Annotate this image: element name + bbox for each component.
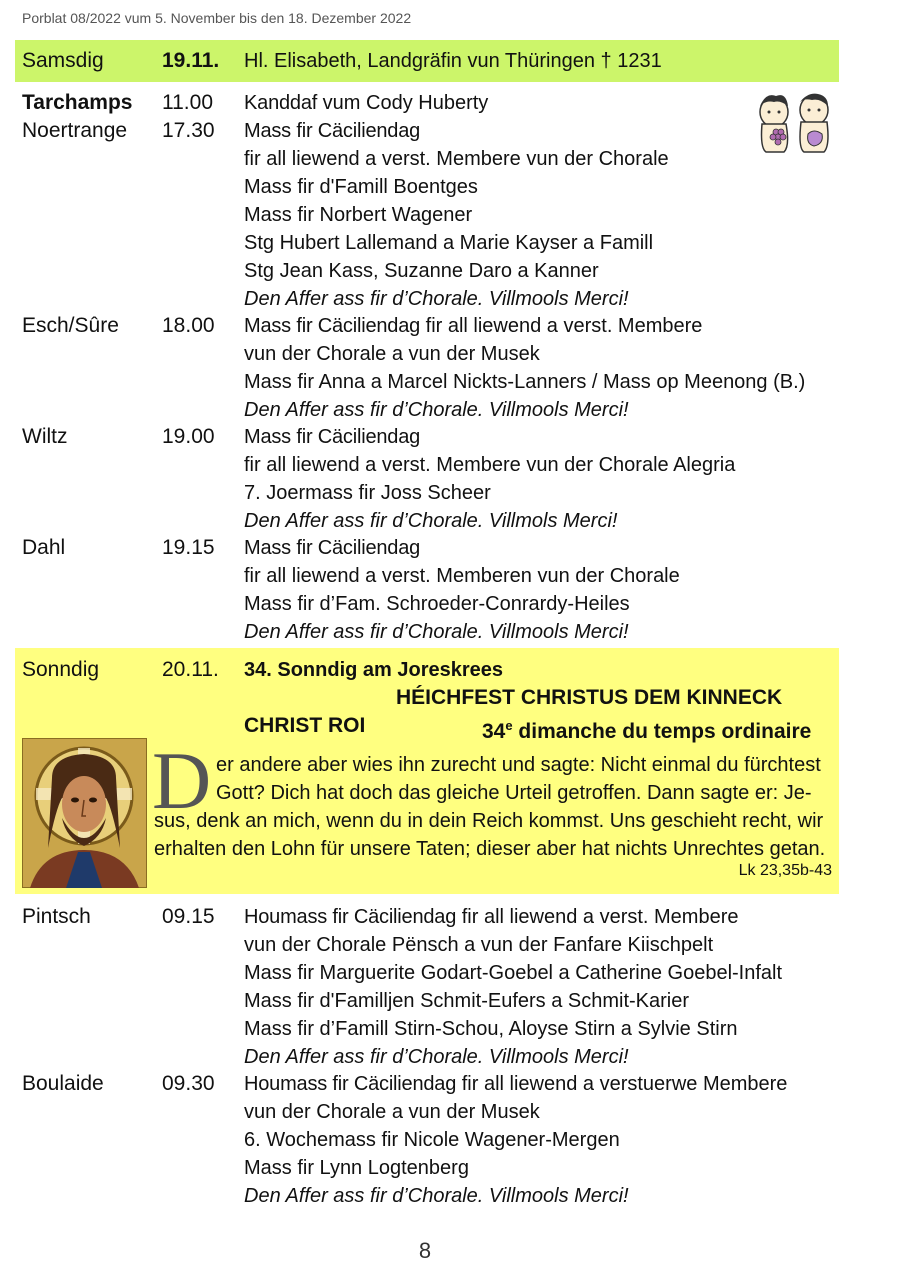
entry-lead: Kanddaf — [244, 92, 318, 114]
entry-time: 17.30 — [162, 119, 215, 142]
entry-place: Noertrange — [22, 119, 128, 142]
drop-cap: D — [152, 735, 212, 826]
christ-roi: CHRIST ROI — [244, 714, 366, 737]
entry-lead: Mass fir Cäciliendag — [244, 537, 421, 559]
entry-lead: Houmass fir Cäciliendag — [244, 1073, 457, 1095]
feast-title: HÉICHFEST CHRISTUS DEM KINNECK — [396, 686, 783, 709]
page-number: 8 — [418, 1238, 432, 1263]
entry-lead: Mass fir Cäciliendag — [244, 426, 421, 448]
entry-lead: Houmass fir Cäciliendag — [244, 906, 457, 928]
entry-text: fir all liewend a verst. Membere — [420, 315, 703, 337]
day-label: Sonndig — [22, 658, 100, 681]
entry-time: 09.15 — [162, 905, 215, 928]
christ-icon-image — [22, 738, 147, 888]
dimanche-title: 34e dimanche du temps ordinaire — [482, 718, 812, 743]
gospel-reference: Lk 23,35b-43 — [738, 862, 832, 879]
entry-text: fir all liewend a verst. Membere — [456, 906, 739, 928]
entry-lead: Mass fir Cäciliendag — [244, 120, 421, 142]
children-clipart — [752, 88, 842, 156]
gospel-quote-line: sus, denk an mich, wenn du in dein Reich kommst. Uns geschieht recht, wir — [154, 810, 824, 832]
gospel-quote-line: erhalten den Lohn für unsere Taten; dieser aber hat nichts Unrechtes getan. — [154, 838, 826, 860]
entry-time: 09.30 — [162, 1072, 215, 1095]
entry-time: 19.15 — [162, 536, 215, 559]
date-label: 20.11. — [162, 658, 219, 681]
entry-time: 18.00 — [162, 314, 215, 337]
sunday-title: 34. Sonndig am Joreskrees — [244, 659, 504, 681]
gospel-quote-line: Gott? Dich hat doch das gleiche Urteil getroffen. Dann sagte er: Je- — [216, 782, 812, 804]
entry-place: Tarchamps — [22, 91, 133, 114]
entry-place: Dahl — [22, 536, 66, 559]
entry-text: fir all liewend a verstuerwe Membere — [456, 1073, 788, 1095]
entry-place: Wiltz — [22, 425, 68, 448]
page-header: Porblat 08/2022 vum 5. November bis den 18. Dezember 2022 — [22, 10, 412, 26]
entry-time: 11.00 — [162, 91, 213, 114]
gospel-quote-line: er andere aber wies ihn zurecht und sagte: Nicht einmal du fürchtest — [216, 754, 821, 776]
entry-lead: Mass fir Cäciliendag — [244, 315, 421, 337]
entry-time: 19.00 — [162, 425, 215, 448]
date-label: 19.11. — [162, 49, 220, 72]
entry-text: vum Cody Huberty — [317, 92, 489, 114]
entry-place: Boulaide — [22, 1072, 104, 1095]
saint-of-day: Hl. Elisabeth, Landgräfin vun Thüringen † 1231 — [244, 50, 662, 72]
entry-place: Esch/Sûre — [22, 314, 119, 337]
entry-place: Pintsch — [22, 905, 91, 928]
day-label: Samsdig — [22, 49, 104, 72]
